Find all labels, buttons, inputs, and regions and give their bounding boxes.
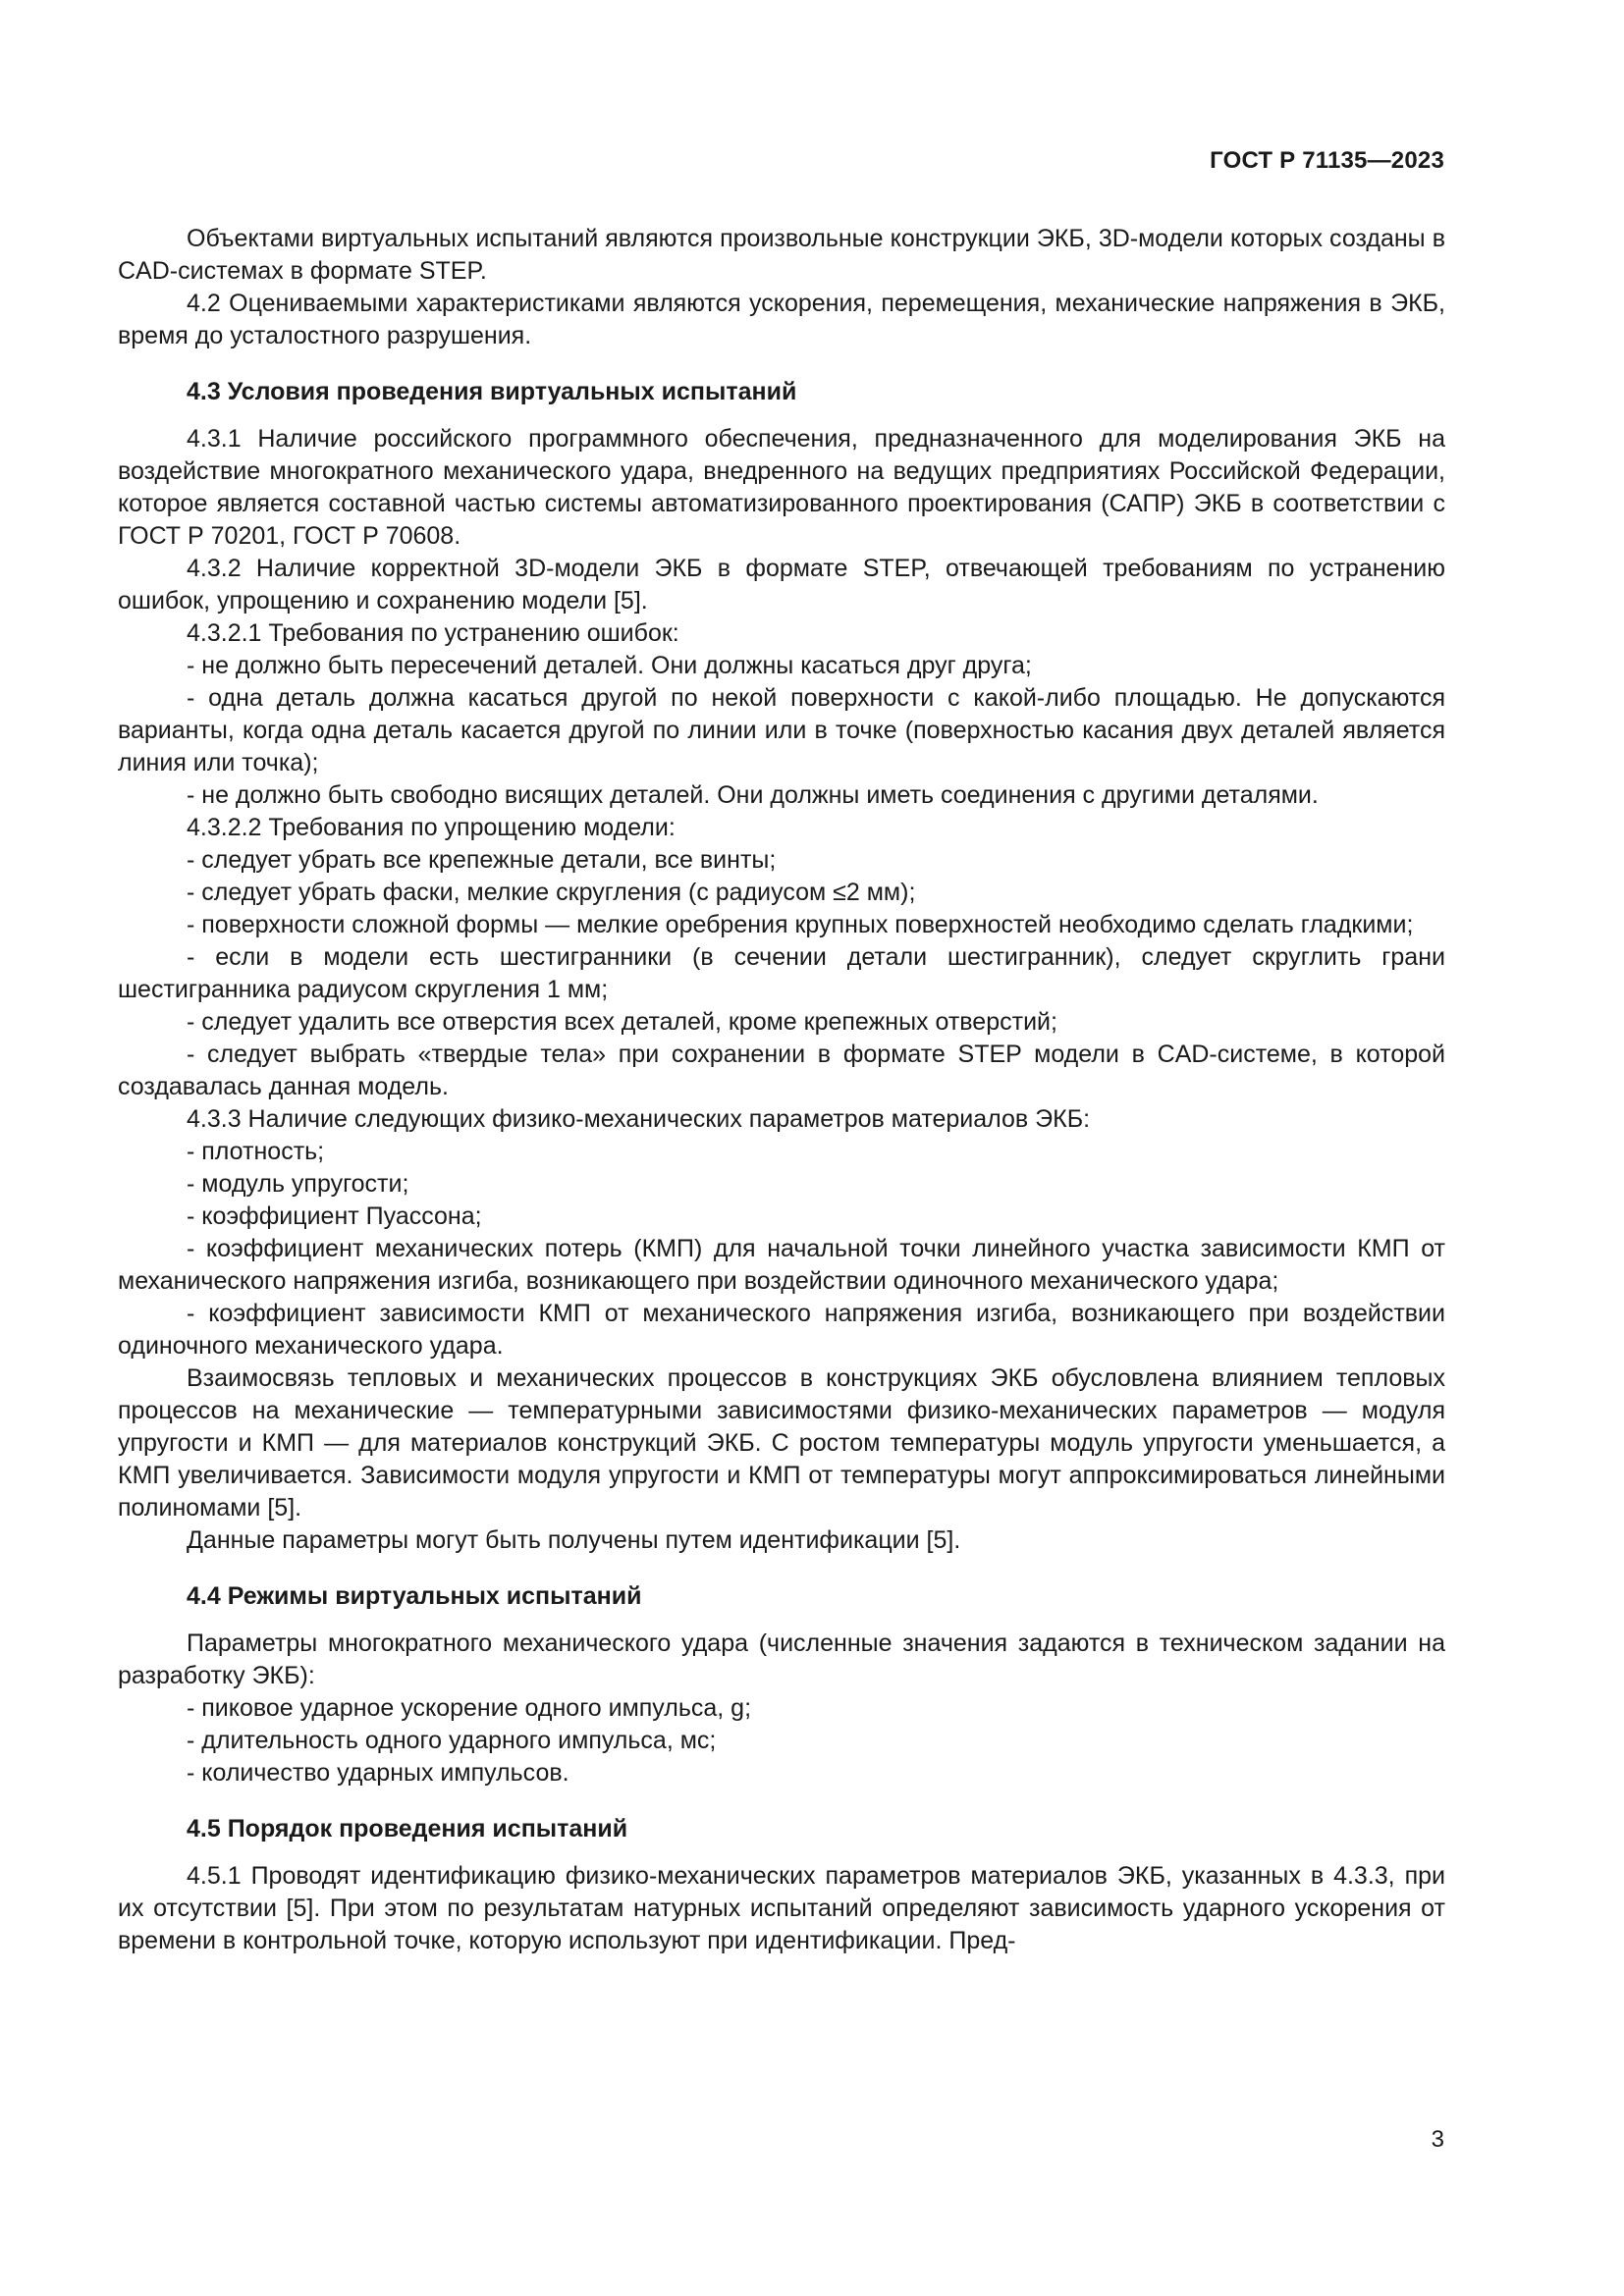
document-header-id: ГОСТ Р 71135—2023 [1210, 147, 1444, 174]
paragraph: - длительность одного ударного импульса, мс; [187, 1727, 717, 1754]
paragraph: - не должно быть свободно висящих деталей. Они должны иметь соединения с другими деталями. [187, 781, 1319, 809]
document-body [118, 223, 1445, 1957]
section-heading: 4.4 Режимы виртуальных испытаний [187, 1582, 642, 1610]
section-heading: 4.5 Порядок проведения испытаний [187, 1815, 628, 1842]
paragraph: - коэффициент механических потерь (КМП) для начальной точки линейного участка зависимости КМП от механического напряжения изгиба, возникающего при воздействии одиночного механического удара; [118, 1235, 1445, 1295]
paragraph: - следует убрать все крепежные детали, все винты; [187, 846, 777, 874]
paragraph: 4.3.3 Наличие следующих физико-механических параметров материалов ЭКБ: [187, 1105, 1091, 1133]
paragraph: 4.3.2.2 Требования по упрощению модели: [187, 814, 676, 841]
paragraph: - коэффициент Пуассона; [187, 1202, 482, 1230]
paragraph: 4.5.1 Проводят идентификацию физико-механических параметров материалов ЭКБ, указанных в 4.3.3, при их отсутствии [5]. При этом по результатам натурных испытаний определяют зависимость ударного ускорения от времени в контрольной точке, которую используют при идентификации. Пред- [118, 1862, 1445, 1954]
paragraph: 4.2 Оцениваемыми характеристиками являются ускорения, перемещения, механические напряжения в ЭКБ, время до усталостного разрушения. [118, 290, 1445, 349]
paragraph: - если в модели есть шестигранники (в сечении детали шестигранник), следует скруглить грани шестигранника радиусом скругления 1 мм; [118, 943, 1445, 1003]
paragraph: - модуль упругости; [187, 1170, 409, 1198]
paragraph: Параметры многократного механического удара (численные значения задаются в техническом задании на разработку ЭКБ): [118, 1629, 1445, 1689]
paragraph: 4.3.1 Наличие российского программного обеспечения, предназначенного для моделирования ЭКБ на воздействие многократного механического удара, внедренного на ведущих предприятиях Российской Федерации, которое является составной частью системы автоматизированного проектирования (САПР) ЭКБ в соответствии с ГОСТ Р 70201, ГОСТ Р 70608. [118, 425, 1445, 550]
paragraph: 4.3.2 Наличие корректной 3D-модели ЭКБ в формате STEP, отвечающей требованиям по устранению ошибок, упрощению и сохранению модели [5]. [118, 555, 1445, 614]
paragraph: - плотность; [187, 1138, 325, 1165]
paragraph: - поверхности сложной формы — мелкие оребрения крупных поверхностей необходимо сделать гладкими; [187, 911, 1414, 938]
paragraph: - количество ударных импульсов. [187, 1759, 569, 1787]
paragraph: Взаимосвязь тепловых и механических процессов в конструкциях ЭКБ обусловлена влиянием тепловых процессов на механические — температурными зависимостями физико-механических параметров — модуля упругости и КМП — для материалов конструкций ЭКБ. С ростом температуры модуль упругости уменьшается, а КМП увеличивается. Зависимости модуля упругости и КМП от температуры могут аппроксимироваться линейными полиномами [5]. [118, 1364, 1445, 1522]
section-heading: 4.3 Условия проведения виртуальных испытаний [187, 378, 797, 405]
paragraph: 4.3.2.1 Требования по устранению ошибок: [187, 619, 679, 647]
page-number: 3 [1431, 2126, 1444, 2153]
paragraph: - следует убрать фаски, мелкие скругления (с радиусом ≤2 мм); [187, 879, 916, 906]
paragraph: - пиковое ударное ускорение одного импульса, g; [187, 1694, 752, 1722]
paragraph: Объектами виртуальных испытаний являются произвольные конструкции ЭКБ, 3D-модели которых созданы в CAD-системах в формате STEP. [118, 225, 1445, 285]
paragraph: - не должно быть пересечений деталей. Они должны касаться друг друга; [187, 652, 1032, 679]
paragraph: Данные параметры могут быть получены путем идентификации [5]. [187, 1526, 961, 1554]
paragraph: - одна деталь должна касаться другой по некой поверхности с какой-либо площадью. Не допускаются варианты, когда одна деталь касается другой по линии или в точке (поверхностью касания двух деталей является линия или точка); [118, 684, 1445, 776]
paragraph: - следует выбрать «твердые тела» при сохранении в формате STEP модели в CAD-системе, в которой создавалась данная модель. [118, 1041, 1445, 1100]
paragraph: - следует удалить все отверстия всех деталей, кроме крепежных отверстий; [187, 1008, 1057, 1036]
paragraph: - коэффициент зависимости КМП от механического напряжения изгиба, возникающего при воздействии одиночного механического удара. [118, 1300, 1445, 1360]
